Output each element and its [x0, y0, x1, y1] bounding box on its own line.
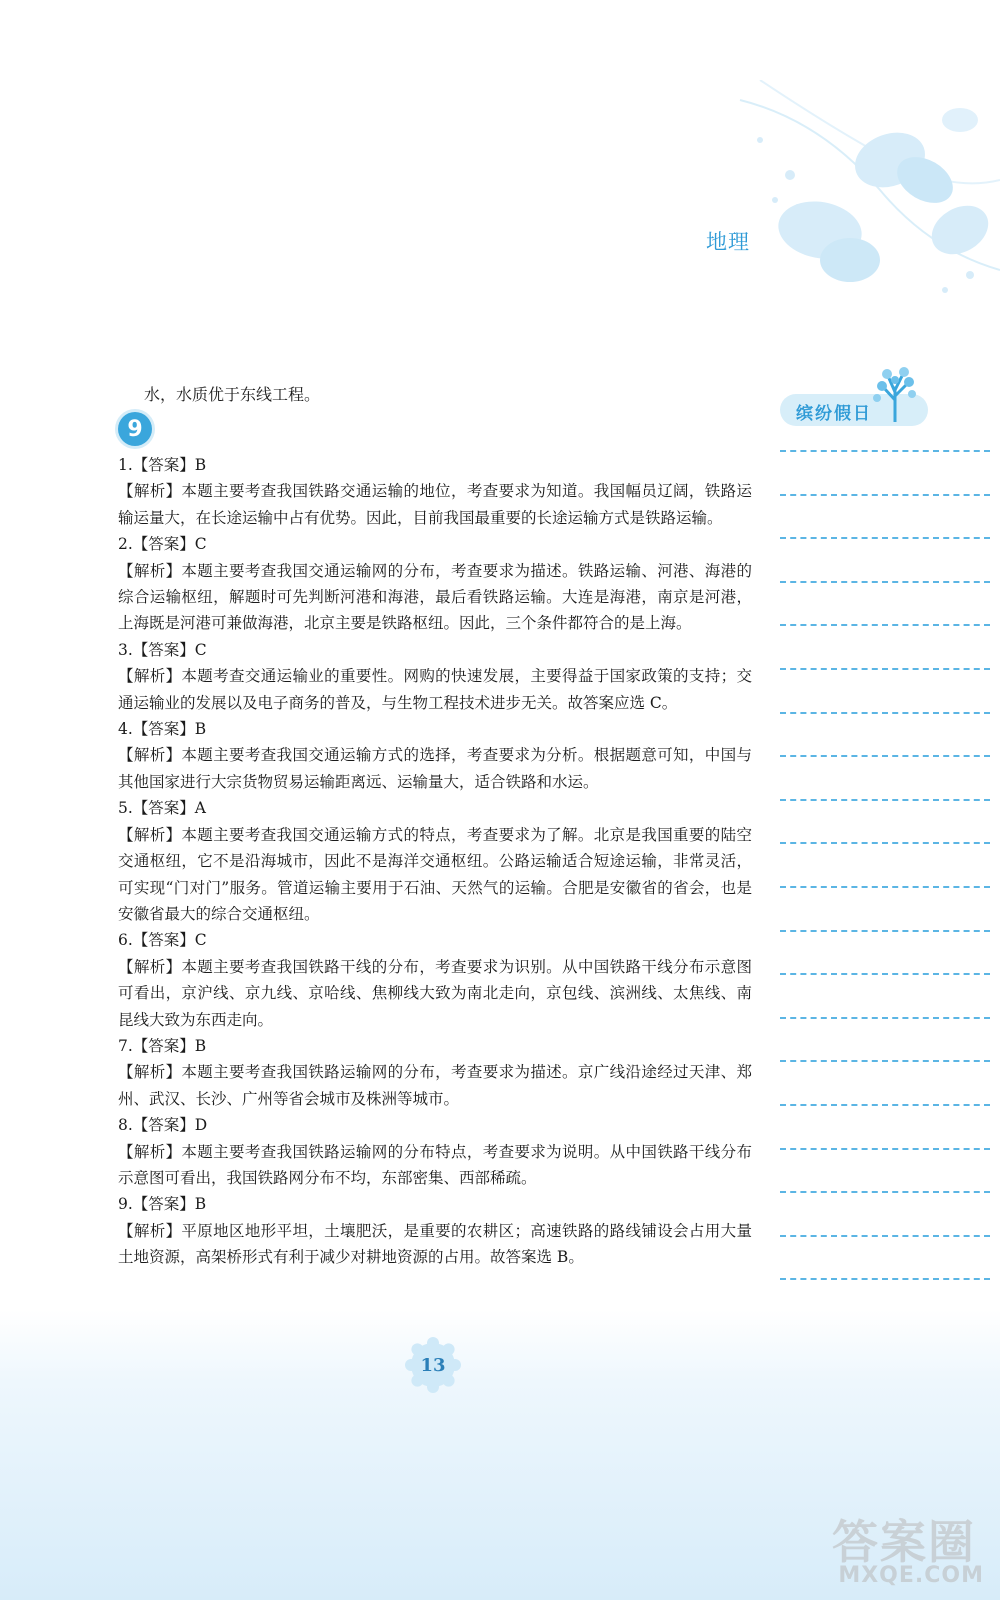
notes-banner	[780, 366, 940, 436]
note-line	[780, 494, 990, 496]
answer-line: 3.【答案】C	[118, 640, 207, 659]
question-item	[118, 716, 752, 795]
watermark-cn: 答案圈	[832, 1515, 976, 1569]
page-number: 13	[420, 1354, 446, 1376]
note-line	[780, 1235, 990, 1237]
note-line	[780, 1148, 990, 1150]
watermark	[784, 1506, 984, 1588]
note-line	[780, 581, 990, 583]
explanation-text: 【解析】平原地区地形平坦，土壤肥沃，是重要的农耕区；高速铁路的路线铺设会占用大量土地资源，高架桥形式有利于减少对耕地资源的占用。故答案选 B。	[118, 1221, 752, 1267]
answer-line: 6.【答案】C	[118, 931, 207, 950]
note-line	[780, 1017, 990, 1019]
note-line	[780, 842, 990, 844]
note-line	[780, 1060, 990, 1062]
tree-icon	[870, 366, 920, 422]
continuation-text: 水，水质优于东线工程。	[144, 385, 321, 404]
answer-line: 2.【答案】C	[118, 535, 207, 554]
answer-line: 8.【答案】D	[118, 1116, 208, 1135]
explanation-text: 【解析】本题主要考查我国交通运输网的分布，考查要求为描述。铁路运输、河港、海港的综合运输枢纽，解题时可先判断河港和海港，最后看铁路运输。大连是海港，南京是河港，上海既是河港可兼做海港，北京主要是铁路枢纽。因此，三个条件都符合的是上海。	[118, 561, 752, 633]
note-line	[780, 712, 990, 714]
subject-title: 地理	[706, 230, 750, 254]
answer-line: 7.【答案】B	[118, 1036, 207, 1055]
explanation-text: 【解析】本题主要考查我国交通运输方式的选择，考查要求为分析。根据题意可知，中国与其他国家进行大宗货物贸易运输距离远、运输量大，适合铁路和水运。	[118, 746, 752, 791]
question-item	[118, 452, 752, 531]
note-line	[780, 755, 990, 757]
note-line	[780, 1104, 990, 1106]
explanation-text: 【解析】本题主要考查我国铁路运输网的分布，考查要求为描述。京广线沿途经过天津、郑州、武汉、长沙、广州等省会城市及株洲等城市。	[118, 1063, 752, 1108]
section-number-badge: 9	[118, 412, 152, 446]
note-line	[780, 624, 990, 626]
answer-line: 4.【答案】B	[118, 720, 207, 739]
note-line	[780, 930, 990, 932]
note-line	[780, 668, 990, 670]
note-line	[780, 973, 990, 975]
notes-title: 缤纷假日	[796, 404, 872, 424]
note-line	[780, 450, 990, 452]
answer-list	[118, 452, 752, 1271]
question-item	[118, 1191, 752, 1270]
question-item	[118, 927, 752, 1033]
watermark-en: MXQE.COM	[838, 1563, 984, 1588]
question-item	[118, 1112, 752, 1191]
note-line	[780, 537, 990, 539]
note-line	[780, 886, 990, 888]
floral-decoration-icon	[700, 80, 1000, 310]
explanation-text: 【解析】本题主要考查我国铁路交通运输的地位，考查要求为知道。我国幅员辽阔，铁路运输运量大，在长途运输中占有优势。因此，目前我国最重要的长途运输方式是铁路运输。	[118, 482, 752, 527]
page-number-badge	[404, 1336, 462, 1394]
note-lines	[780, 450, 1000, 1322]
note-line	[780, 1191, 990, 1193]
question-item	[118, 1033, 752, 1112]
question-item	[118, 637, 752, 716]
explanation-text: 【解析】本题主要考查我国铁路运输网的分布特点，考查要求为说明。从中国铁路干线分布示意图可看出，我国铁路网分布不均，东部密集、西部稀疏。	[118, 1142, 752, 1187]
question-item	[118, 531, 752, 637]
explanation-text: 【解析】本题主要考查我国铁路干线的分布，考查要求为识别。从中国铁路干线分布示意图可看出，京沪线、京九线、京哈线、焦柳线大致为南北走向，京包线、滨洲线、太焦线、南昆线大致为东西走向。	[118, 957, 752, 1029]
answer-line: 9.【答案】B	[118, 1195, 207, 1214]
note-line	[780, 799, 990, 801]
answer-line: 1.【答案】B	[118, 456, 207, 474]
answer-line: 5.【答案】A	[118, 799, 206, 818]
question-item	[118, 795, 752, 927]
note-line	[780, 1278, 990, 1280]
explanation-text: 【解析】本题考查交通运输业的重要性。网购的快速发展，主要得益于国家政策的支持；交通运输业的发展以及电子商务的普及，与生物工程技术进步无关。故答案应选 C。	[118, 667, 752, 712]
explanation-text: 【解析】本题主要考查我国交通运输方式的特点，考查要求为了解。北京是我国重要的陆空交通枢纽，它不是沿海城市，因此不是海洋交通枢纽。公路运输适合短途运输，非常灵活，可实现“门对门”服务。管道运输主要用于石油、天然气的运输。合肥是安徽省的省会，也是安徽省最大的综合交通枢纽。	[118, 825, 752, 923]
